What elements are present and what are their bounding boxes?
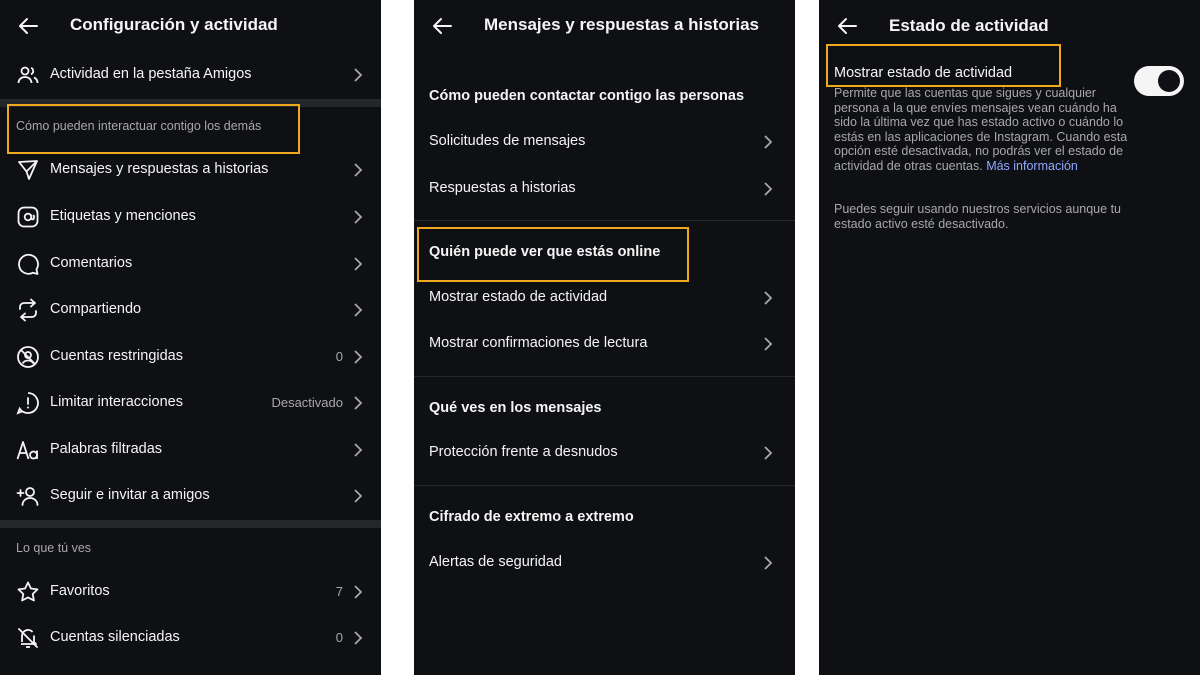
chevron-right-icon [763,182,773,196]
row-value: 0 [335,349,343,364]
description-text: Permite que las cuentas que sigues y cualquier persona a la que envíes mensajes vean cuándo ha sido la última vez que has estado activo o cuándo lo estás en las aplicaciones de Instagram. Cuando esta opción esté desactivada, no podrás ver el estado de actividad de otras cuentas. [834,86,1128,173]
people-icon [16,63,40,87]
limit-interactions-row[interactable] [0,380,381,426]
restricted-accounts-row[interactable] [0,334,381,380]
row-label: Seguir e invitar a amigos [50,487,210,503]
toggle-knob [1158,70,1180,92]
section-header-what-you-see: Lo que tú ves [16,541,92,555]
nudity-protection-row[interactable] [414,430,795,476]
messages-replies-row[interactable] [0,147,381,193]
comments-row[interactable] [0,241,381,287]
section-header-interact: Cómo pueden interactuar contigo los demás [16,119,262,133]
header [0,0,381,52]
chevron-right-icon [353,257,363,271]
page-title: Mensajes y respuestas a historias [484,15,759,34]
row-value: 7 [335,584,343,599]
favorites-row[interactable] [0,569,381,615]
row-label: Cuentas silenciadas [50,629,180,645]
chevron-right-icon [353,443,363,457]
row-value: 0 [335,630,343,645]
page-title: Estado de actividad [889,16,1049,35]
row-label: Comentarios [50,255,133,271]
chevron-right-icon [763,337,773,351]
section-divider [414,485,795,486]
highlight-box [417,227,689,282]
row-label: Etiquetas y menciones [50,208,196,224]
show-activity-status-row[interactable] [414,275,795,321]
row-label: Palabras filtradas [50,441,163,457]
section-divider [414,376,795,377]
section-header-online: Quién puede ver que estás online [429,244,661,260]
header [414,0,795,52]
section-divider [414,220,795,221]
row-label: Limitar interacciones [50,394,183,410]
activity-status-label: Mostrar estado de actividad [834,65,1013,81]
more-info-link[interactable]: Más información [986,158,1078,173]
tags-mentions-row[interactable] [0,194,381,240]
show-read-receipts-row[interactable] [414,321,795,367]
row-label: Favoritos [50,583,110,599]
at-icon [16,205,40,229]
activity-status-toggle[interactable] [1134,66,1184,96]
row-label: Solicitudes de mensajes [429,133,586,149]
row-value: Desactivado [271,395,343,410]
chevron-right-icon [353,350,363,364]
activity-status-note: Puedes seguir usando nuestros servicios aunque tu estado activo esté desactivado. [834,202,1121,231]
chevron-right-icon [353,210,363,224]
story-replies-row[interactable] [414,166,795,212]
filtered-words-row[interactable] [0,427,381,473]
text-icon [16,438,40,462]
row-label: Respuestas a historias [429,180,576,196]
message-requests-row[interactable] [414,119,795,165]
chevron-right-icon [353,163,363,177]
section-header-messages: Qué ves en los mensajes [429,400,602,416]
row-label: Protección frente a desnudos [429,444,618,460]
chevron-right-icon [353,489,363,503]
chevron-right-icon [763,446,773,460]
back-arrow-icon[interactable] [16,14,40,38]
row-label: Actividad en la pestaña Amigos [50,66,252,82]
row-label: Alertas de seguridad [429,554,562,570]
section-header-contact: Cómo pueden contactar contigo las personas [429,88,745,104]
security-alerts-row[interactable] [414,540,795,586]
back-arrow-icon[interactable] [835,14,859,38]
chevron-right-icon [763,291,773,305]
row-label: Mensajes y respuestas a historias [50,161,269,177]
chevron-right-icon [353,303,363,317]
row-label: Cuentas restringidas [50,348,183,364]
star-icon [16,580,40,604]
chevron-right-icon [353,68,363,82]
muted-accounts-row[interactable] [0,615,381,661]
chevron-right-icon [353,585,363,599]
share-icon [16,298,40,322]
section-divider [0,520,381,528]
messages-replies-panel [414,0,795,675]
row-label: Mostrar estado de actividad [429,289,608,305]
chevron-right-icon [353,396,363,410]
sharing-row[interactable] [0,287,381,333]
page-title: Configuración y actividad [70,15,278,34]
add-friend-icon [16,484,40,508]
follow-invite-row[interactable] [0,473,381,519]
back-arrow-icon[interactable] [430,14,454,38]
chevron-right-icon [763,556,773,570]
muted-bell-icon [16,626,40,650]
friends-tab-activity-row[interactable] [0,52,381,98]
alert-icon [16,391,40,415]
row-label: Mostrar confirmaciones de lectura [429,335,648,351]
row-label: Compartiendo [50,301,142,317]
message-icon [16,158,40,182]
chevron-right-icon [763,135,773,149]
restricted-icon [16,345,40,369]
settings-activity-panel [0,0,381,675]
highlight-box [826,44,1061,87]
activity-status-description [834,86,1134,174]
section-header-e2e: Cifrado de extremo a extremo [429,509,634,525]
comment-icon [16,252,40,276]
chevron-right-icon [353,631,363,645]
activity-status-panel [819,0,1200,675]
